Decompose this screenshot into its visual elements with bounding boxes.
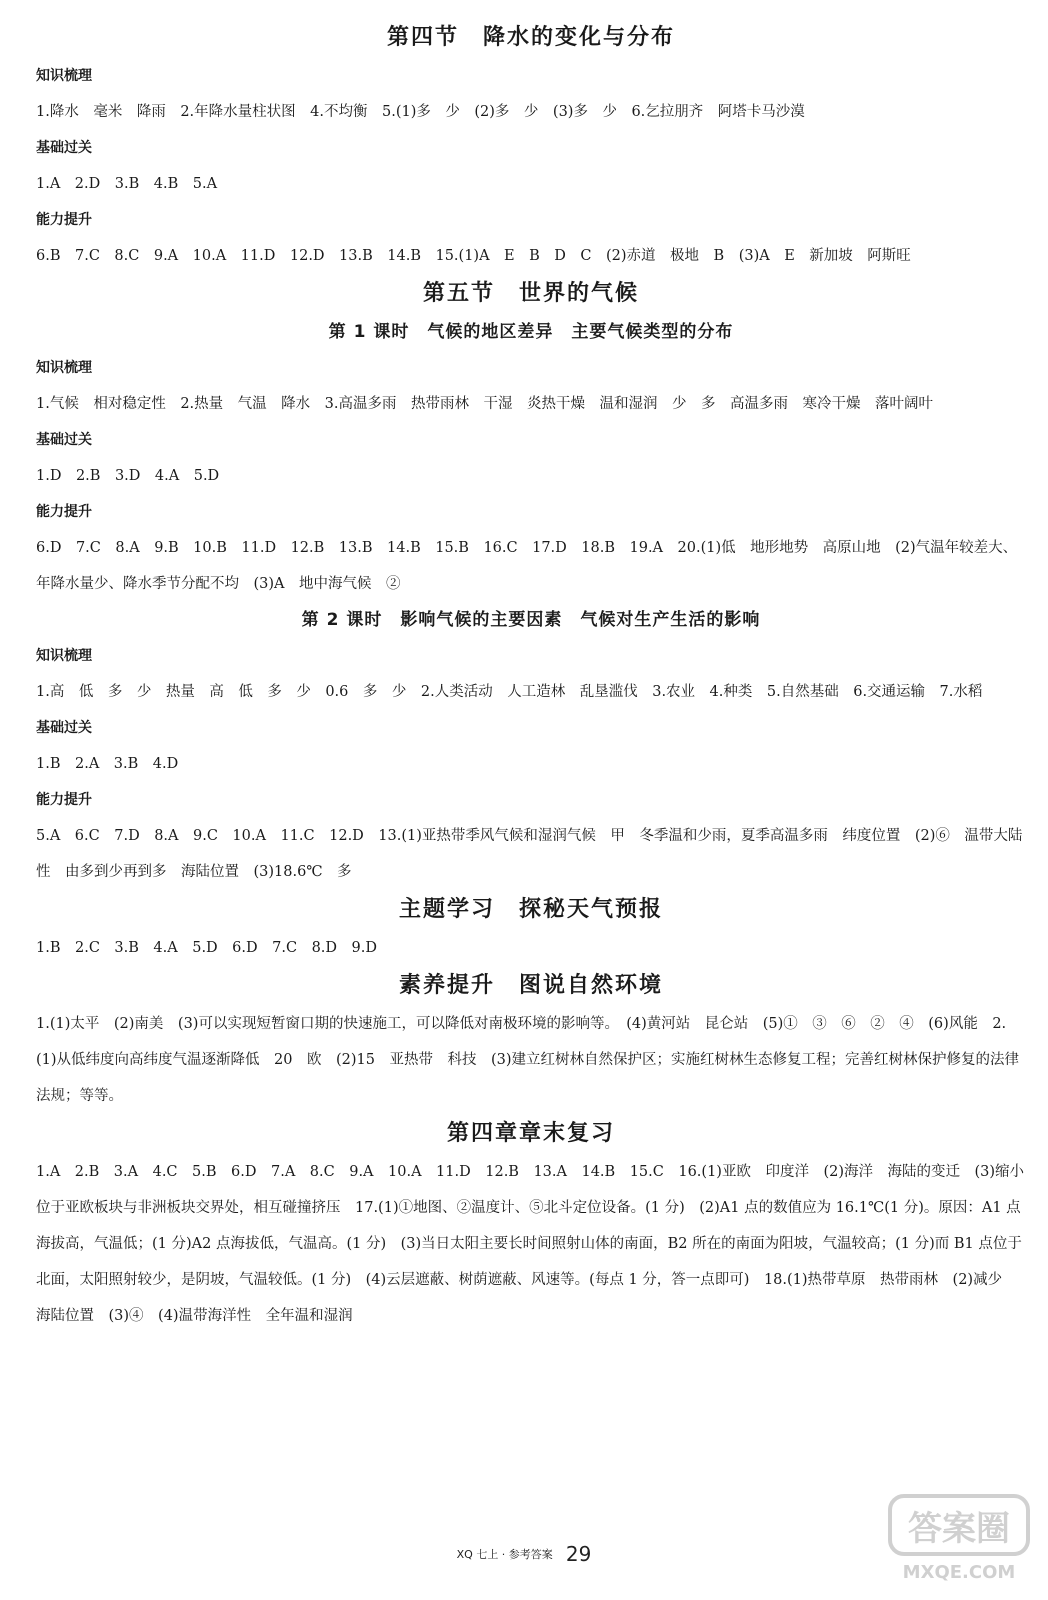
answer-review: 1.A 2.B 3.A 4.C 5.B 6.D 7.A 8.C 9.A 10.A 11.D 12.B 13.A 14.B 15.C 16.(1)亚欧 印度洋 (2)海洋 海陆的变迁 (3)缩小 位于亚欧板块与非洲板块交界处，相互碰撞挤压 17.(1)①地图、②温度计、⑤北斗定位设备。(1 分) (2)A1 点的数值应为 16.1℃(1 分)。原因：A1 点海拔高，气温低；(1 分)A2 点海拔低，气温高。(1 分) (3)当日太阳主要长时间照射山体的南面，B2 所在的南面为阳坡，气温较高；(1 分)而 B1 点位于北面，太阳照射较少，是阴坡，气温较低。(1 分) (4)云层遮蔽、树荫遮蔽、风速等。(每点 1 分，答一点即可) 18.(1)热带草原 热带雨林 (2)减少 海陆位置 (3)④ (4)温带海洋性 全年温和湿润 xyxy=(36,1164,1039,1324)
label-basic: 基础过关 xyxy=(36,720,92,736)
label-basic: 基础过关 xyxy=(36,432,92,448)
answer-basic: 1.D 2.B 3.D 4.A 5.D xyxy=(36,468,220,484)
answer-literacy: 1.(1)太平 (2)南美 (3)可以实现短暂窗口期的快速施工，可以降低对南极环境的影响等。 (4)黄河站 昆仑站 (5)① ③ ⑥ ② ④ (6)风能 2.(1)从低纬度向高纬度气温逐渐降低 20 欧 (2)15 亚热带 科技 (3)建立红树林自然保护区；实施红树林生态修复工程；完善红树林保护修复的法律法规；等等。 xyxy=(36,1016,1020,1104)
answer-ability: 6.B 7.C 8.C 9.A 10.A 11.D 12.D 13.B 14.B 15.(1)A E B D C (2)赤道 极地 B (3)A E 新加坡 阿斯旺 xyxy=(36,248,911,264)
watermark-en: MXQE.COM xyxy=(902,1562,1016,1583)
answer-knowledge: 1.降水 毫米 降雨 2.年降水量柱状图 4.不均衡 5.(1)多 少 (2)多 少 (3)多 少 6.乞拉朋齐 阿塔卡马沙漠 xyxy=(36,104,805,120)
label-ability: 能力提升 xyxy=(36,212,92,228)
watermark-logo xyxy=(884,1488,1034,1588)
label-knowledge: 知识梳理 xyxy=(36,68,92,84)
section-title-literacy: 素养提升 图说自然环境 xyxy=(398,973,663,998)
label-knowledge: 知识梳理 xyxy=(36,360,92,376)
section-title-theme: 主题学习 探秘天气预报 xyxy=(398,897,663,922)
answer-ability: 5.A 6.C 7.D 8.A 9.C 10.A 11.C 12.D 13.(1)亚热带季风气候和湿润气候 甲 冬季温和少雨，夏季高温多雨 纬度位置 (2)⑥ 温带大陆性 由多到少再到多 海陆位置 (3)18.6℃ 多 xyxy=(36,828,1023,880)
section-title-review: 第四章章末复习 xyxy=(446,1121,615,1146)
answer-knowledge: 1.气候 相对稳定性 2.热量 气温 降水 3.高温多雨 热带雨林 干湿 炎热干燥 温和湿润 少 多 高温多雨 寒冷干燥 落叶阔叶 xyxy=(36,396,933,412)
label-ability: 能力提升 xyxy=(36,792,92,808)
section-title-s4: 第四节 降水的变化与分布 xyxy=(386,25,675,50)
lesson-title-2: 第 2 课时 影响气候的主要因素 气候对生产生活的影响 xyxy=(301,610,761,630)
watermark-cn: 答案圈 xyxy=(908,1509,1010,1549)
answer-ability: 6.D 7.C 8.A 9.B 10.B 11.D 12.B 13.B 14.B 15.B 16.C 17.D 18.B 19.A 20.(1)低 地形地势 高原山地 (2)气温年较差大、年降水量少、降水季节分配不均 (3)A 地中海气候 ② xyxy=(36,540,1018,592)
page-number: 29 xyxy=(565,1542,592,1566)
section-title-s5: 第五节 世界的气候 xyxy=(422,281,639,306)
answer-page xyxy=(36,18,1039,1334)
label-knowledge: 知识梳理 xyxy=(36,648,92,664)
answer-theme: 1.B 2.C 3.B 4.A 5.D 6.D 7.C 8.D 9.D xyxy=(36,940,377,956)
label-ability: 能力提升 xyxy=(36,504,92,520)
footer-code: XQ 七上 · 参考答案 xyxy=(456,1548,553,1561)
answer-basic: 1.A 2.D 3.B 4.B 5.A xyxy=(36,176,218,192)
label-basic: 基础过关 xyxy=(36,140,92,156)
answer-knowledge: 1.高 低 多 少 热量 高 低 多 少 0.6 多 少 2.人类活动 人工造林 乱垦滥伐 3.农业 4.种类 5.自然基础 6.交通运输 7.水稻 xyxy=(36,684,983,700)
lesson-title-1: 第 1 课时 气候的地区差异 主要气候类型的分布 xyxy=(328,322,734,342)
answer-basic: 1.B 2.A 3.B 4.D xyxy=(36,756,179,772)
